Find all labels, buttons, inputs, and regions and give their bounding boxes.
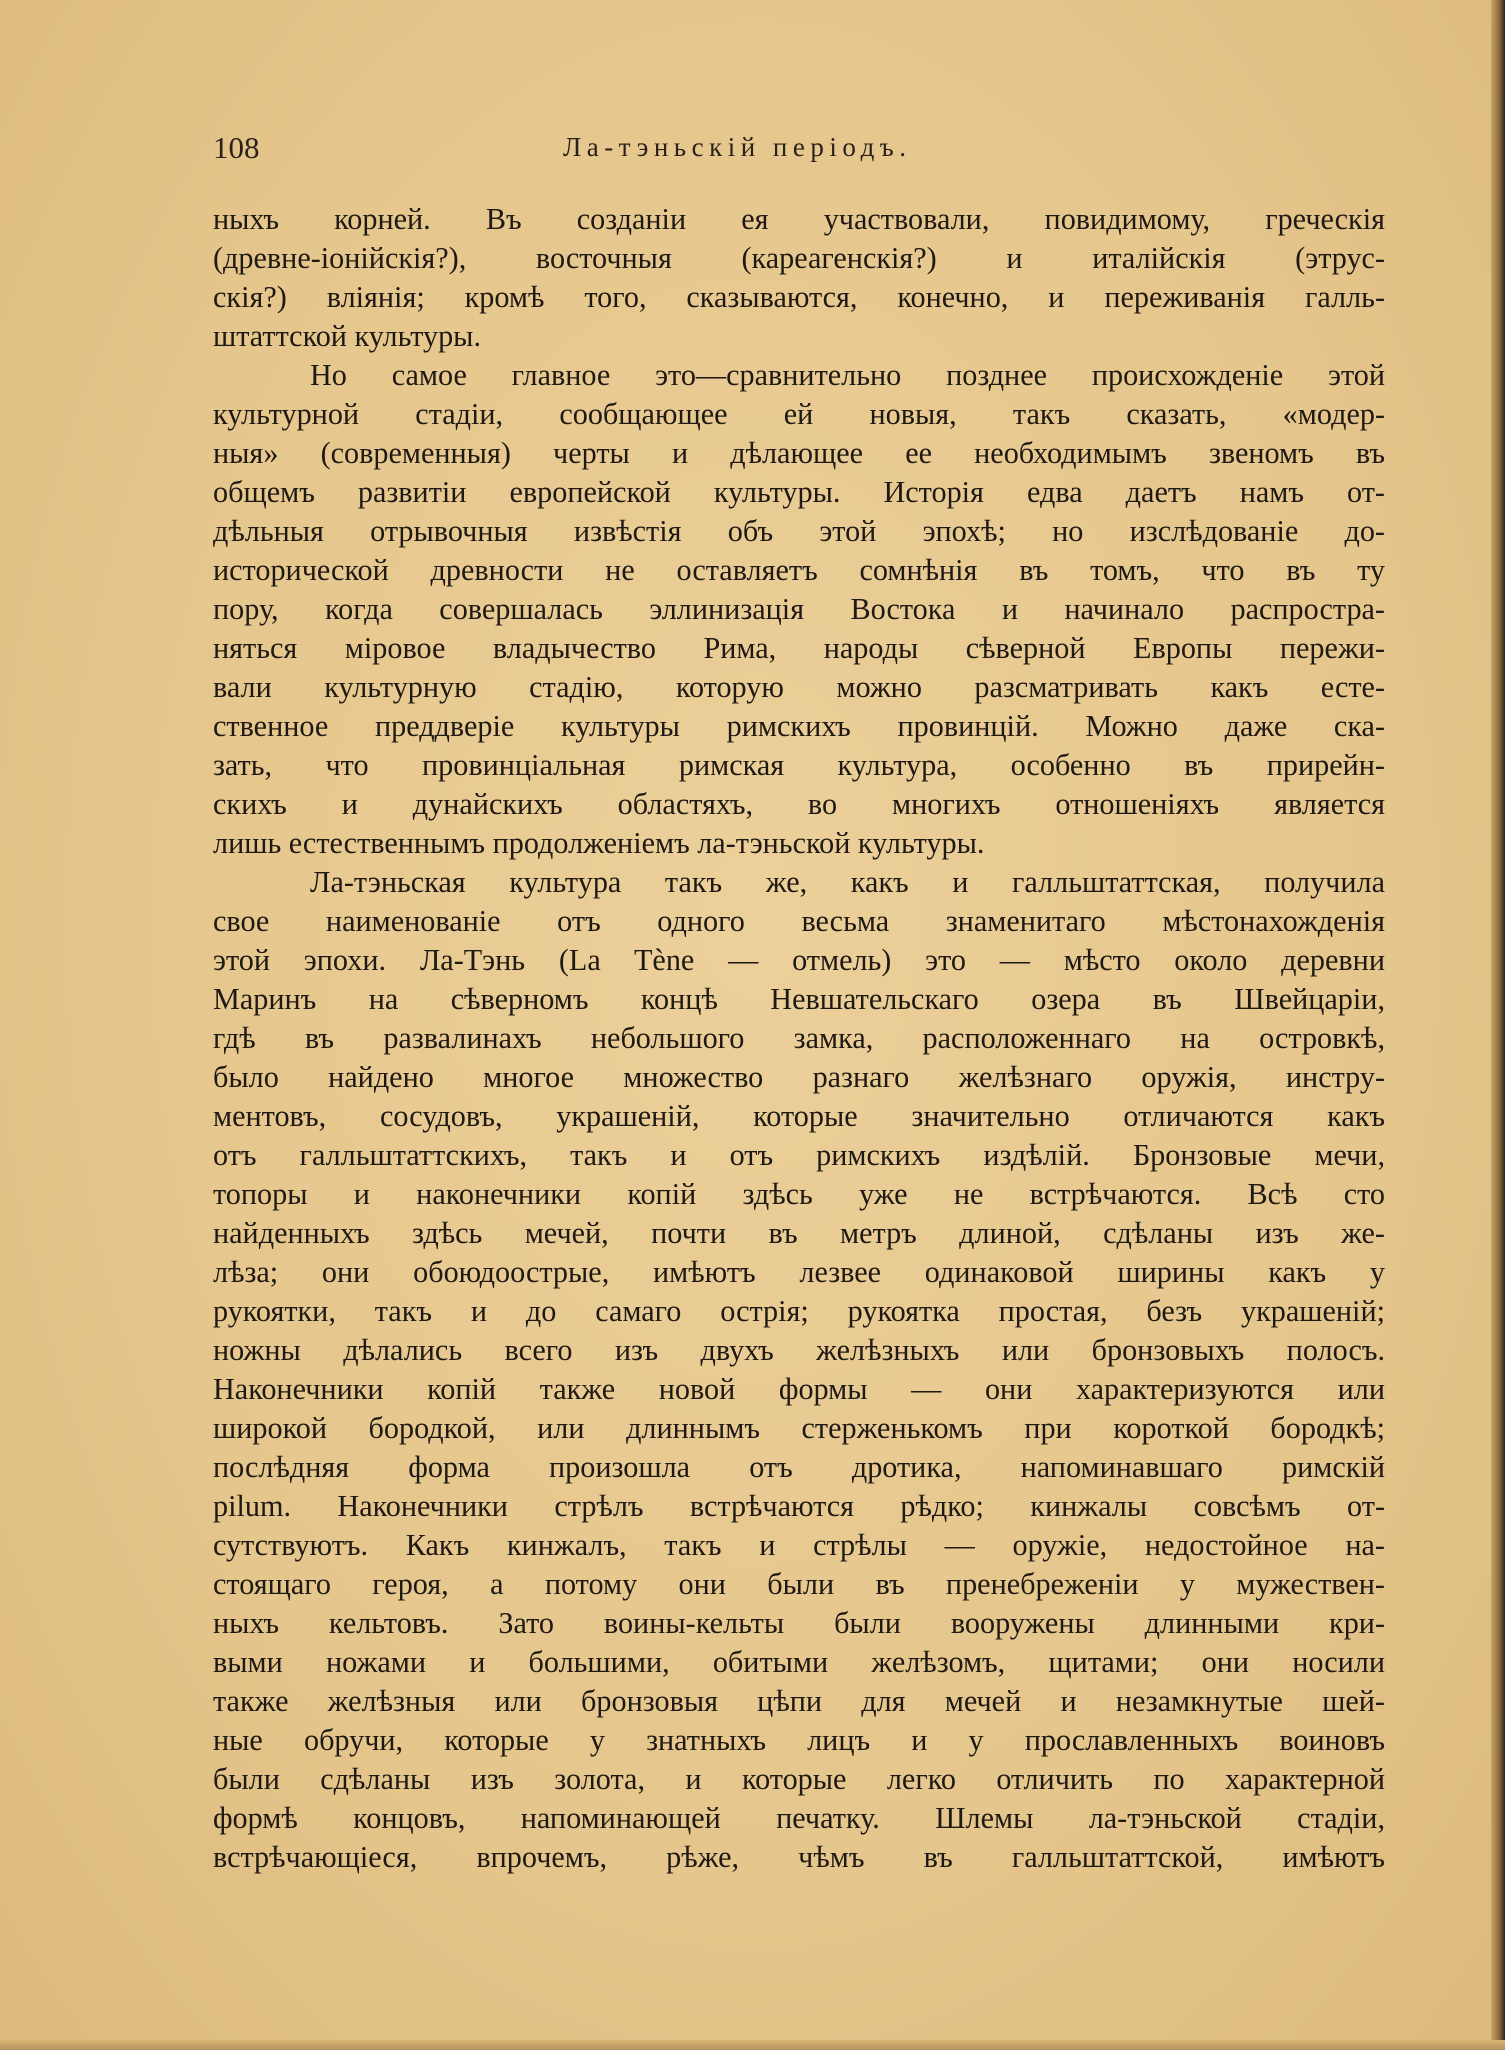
text-line: скія?) вліянія; кромѣ того, сказываются, конечно, и переживанія галль- (213, 280, 1385, 314)
text-line: были сдѣланы изъ золота, и которые легко отличить по характерной (213, 1762, 1385, 1796)
text-line: послѣдняя форма произошла отъ дротика, напоминавшаго римскій (213, 1450, 1385, 1484)
text-line: этой эпохи. Ла-Тэнь (La Tène — отмель) это — мѣсто около деревни (213, 943, 1385, 977)
text-line: Маринъ на сѣверномъ концѣ Невшательскаго озера въ Швейцаріи, (213, 982, 1385, 1016)
text-line: ныя» (современныя) черты и дѣлающее ее необходимымъ звеномъ въ (213, 436, 1385, 470)
text-line: Ла-тэньская культура такъ же, какъ и галльштаттская, получила (310, 865, 1385, 899)
text-line: встрѣчающіеся, впрочемъ, рѣже, чѣмъ въ галльштаттской, имѣютъ (213, 1840, 1385, 1874)
body-text (213, 200, 1385, 1877)
text-line: топоры и наконечники копій здѣсь уже не встрѣчаются. Всѣ сто (213, 1177, 1385, 1211)
text-line: зать, что провинціальная римская культура, особенно въ прирейн- (213, 748, 1385, 782)
text-line: ственное преддверіе культуры римскихъ провинцій. Можно даже ска- (213, 709, 1385, 743)
text-line: ментовъ, сосудовъ, украшеній, которые значительно отличаются какъ (213, 1099, 1385, 1133)
page-number: 108 (213, 130, 260, 165)
text-line: Наконечники копій также новой формы — они характеризуются или (213, 1372, 1385, 1406)
text-line: отъ галльштаттскихъ, такъ и отъ римскихъ издѣлій. Бронзовые мечи, (213, 1138, 1385, 1172)
page-bottom-edge (0, 2040, 1505, 2050)
text-line: пору, когда совершалась эллинизація Востока и начинало распростра- (213, 592, 1385, 626)
text-line: ныхъ корней. Въ созданіи ея участвовали, повидимому, греческія (213, 202, 1385, 236)
page-edge-shadow (1491, 0, 1505, 2050)
text-line: формѣ концовъ, напоминающей печатку. Шлемы ла-тэньской стадіи, (213, 1801, 1385, 1835)
text-line: няться міровое владычество Рима, народы сѣверной Европы пережи- (213, 631, 1385, 665)
text-line: pilum. Наконечники стрѣлъ встрѣчаются рѣдко; кинжалы совсѣмъ от- (213, 1489, 1385, 1523)
text-line: ные обручи, которые у знатныхъ лицъ и у прославленныхъ воиновъ (213, 1723, 1385, 1757)
page-header (213, 130, 1383, 170)
text-line: также желѣзныя или бронзовыя цѣпи для мечей и незамкнутые шей- (213, 1684, 1385, 1718)
text-line: исторической древности не оставляетъ сомнѣнія въ томъ, что въ ту (213, 553, 1385, 587)
text-line: скихъ и дунайскихъ областяхъ, во многихъ отношеніяхъ является (213, 787, 1385, 821)
text-line: ныхъ кельтовъ. Зато воины-кельты были вооружены длинными кри- (213, 1606, 1385, 1640)
running-title: Ла-тэньскій періодъ. (563, 132, 912, 162)
text-line: (древне-іонійскія?), восточныя (кареагенскія?) и италійскія (этрус- (213, 241, 1385, 275)
text-line: сутствуютъ. Какъ кинжалъ, такъ и стрѣлы — оружіе, недостойное на- (213, 1528, 1385, 1562)
text-line: было найдено многое множество разнаго желѣзнаго оружія, инстру- (213, 1060, 1385, 1094)
text-line: вали культурную стадію, которую можно разсматривать какъ есте- (213, 670, 1385, 704)
text-line: широкой бородкой, или длиннымъ стерженькомъ при короткой бородкѣ; (213, 1411, 1385, 1445)
text-line: Но самое главное это—сравнительно позднее происхожденіе этой (310, 358, 1385, 392)
text-line: культурной стадіи, сообщающее ей новыя, такъ сказать, «модер- (213, 397, 1385, 431)
text-line: ножны дѣлались всего изъ двухъ желѣзныхъ или бронзовыхъ полосъ. (213, 1333, 1385, 1367)
text-line: гдѣ въ развалинахъ небольшого замка, расположеннаго на островкѣ, (213, 1021, 1385, 1055)
text-line: дѣльныя отрывочныя извѣстія объ этой эпохѣ; но изслѣдованіе до- (213, 514, 1385, 548)
text-line: найденныхъ здѣсь мечей, почти въ метръ длиной, сдѣланы изъ же- (213, 1216, 1385, 1250)
text-line: свое наименованіе отъ одного весьма знаменитаго мѣстонахожденія (213, 904, 1385, 938)
text-line: рукоятки, такъ и до самаго острія; рукоятка простая, безъ украшеній; (213, 1294, 1385, 1328)
text-line: выми ножами и большими, обитыми желѣзомъ, щитами; они носили (213, 1645, 1385, 1679)
text-line: штаттской культуры. (213, 319, 482, 353)
text-line: общемъ развитіи европейской культуры. Исторія едва даетъ намъ от- (213, 475, 1385, 509)
text-line: лишь естественнымъ продолженіемъ ла-тэньской культуры. (213, 826, 985, 860)
text-line: стоящаго героя, а потому они были въ пренебреженіи у мужествен- (213, 1567, 1385, 1601)
text-line: лѣза; они обоюдоострые, имѣютъ лезвее одинаковой ширины какъ у (213, 1255, 1385, 1289)
